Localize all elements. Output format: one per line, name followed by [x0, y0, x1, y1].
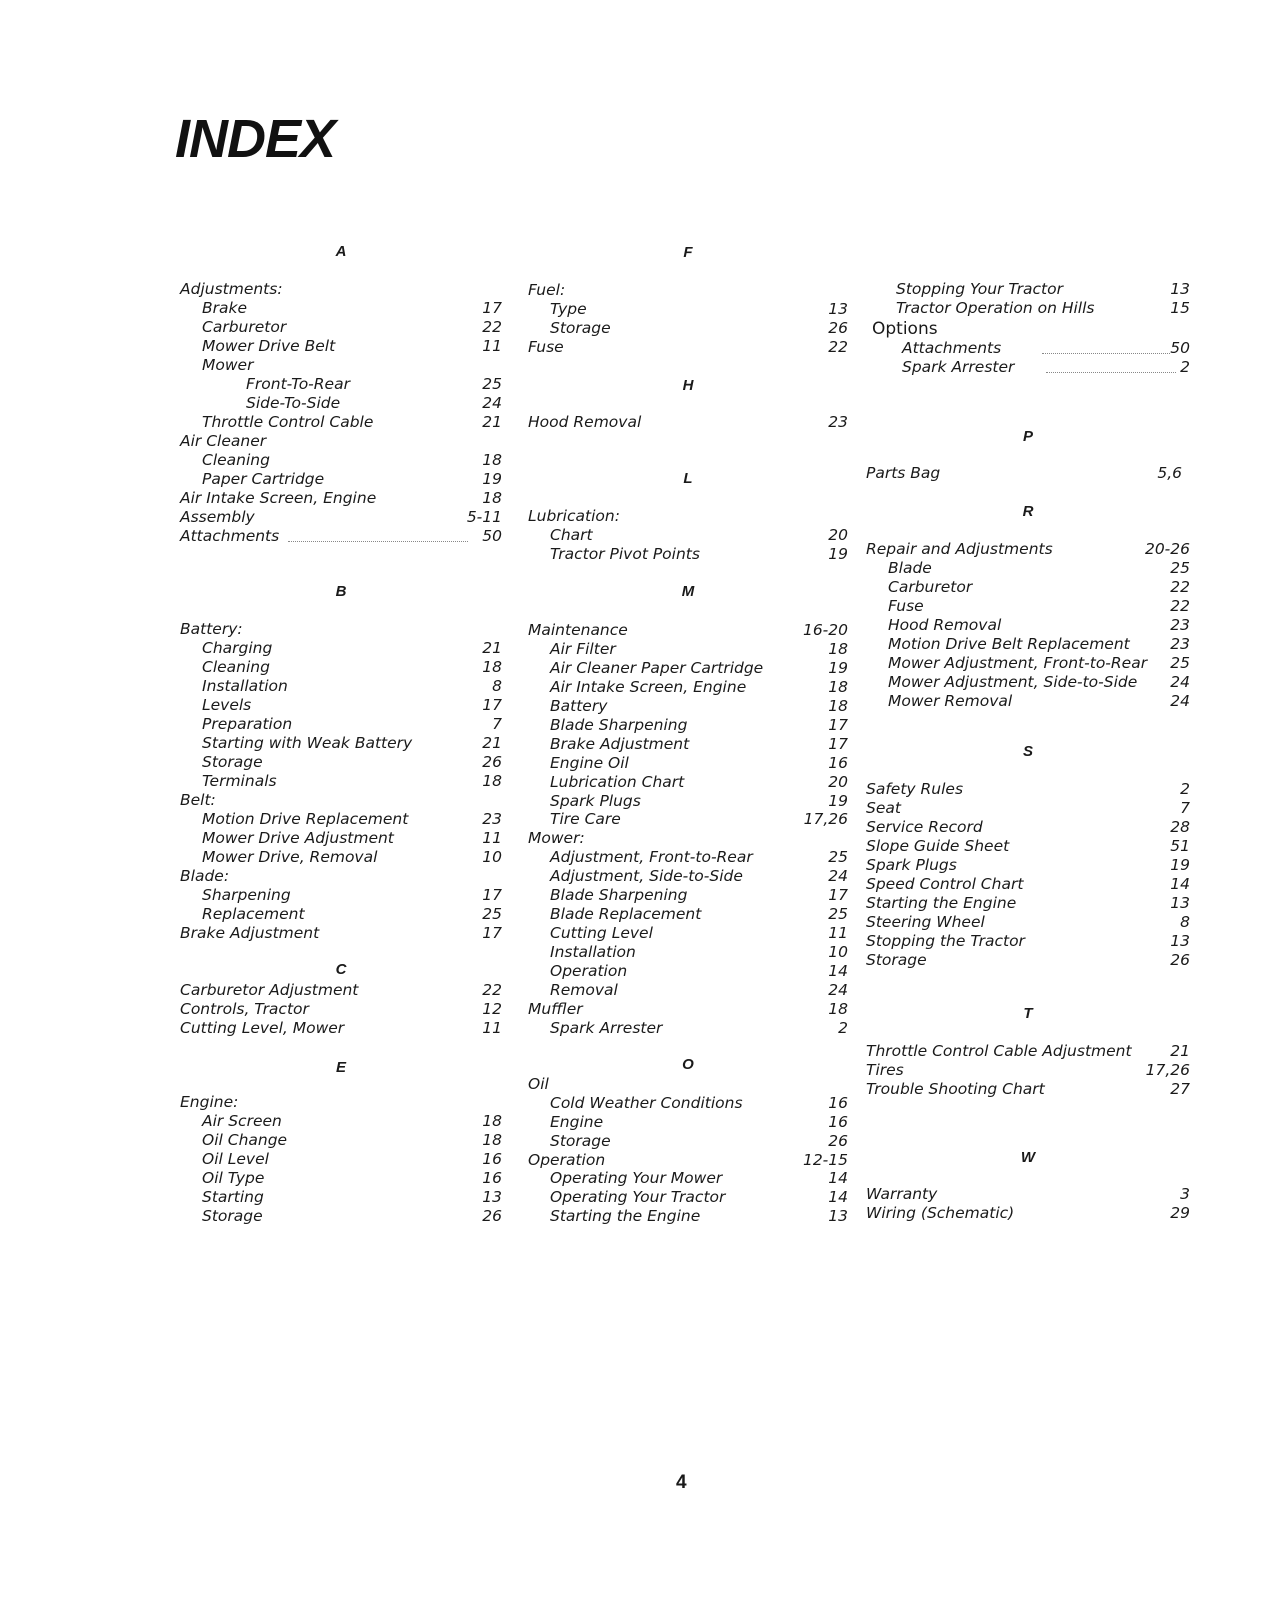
index-entry: Wiring (Schematic) 29: [866, 1204, 1190, 1222]
index-entry: Mower: [202, 356, 254, 374]
index-entry: Starting 13: [202, 1188, 502, 1206]
index-entry: Motion Drive Belt Replacement 23: [888, 635, 1190, 653]
index-column-3: [866, 0, 1190, 1290]
index-entry: Maintenance 16-20: [528, 621, 848, 639]
index-entry: Starting the Engine 13: [550, 1207, 848, 1225]
index-entry: Air Screen 18: [202, 1112, 502, 1130]
index-entry: Adjustments:: [180, 280, 283, 298]
index-entry: Brake Adjustment 17: [550, 735, 848, 753]
index-entry: Carburetor Adjustment 22: [180, 981, 502, 999]
index-entry: Operating Your Mower 14: [550, 1169, 848, 1187]
index-entry: Stopping Your Tractor 13: [896, 280, 1190, 298]
index-entry: Storage 26: [550, 319, 848, 337]
index-entry: Air Intake Screen, Engine 18: [180, 489, 502, 507]
index-column-1: [180, 0, 502, 1290]
index-entry: Fuse 22: [528, 338, 848, 356]
index-entry: Storage 26: [202, 1207, 502, 1225]
section-letter-t: T: [1023, 1005, 1033, 1022]
index-entry: Air Intake Screen, Engine 18: [550, 678, 848, 696]
index-entry: Mower Drive Adjustment 11: [202, 829, 502, 847]
index-entry: Oil Type 16: [202, 1169, 502, 1187]
index-entry: Operating Your Tractor 14: [550, 1188, 848, 1206]
section-letter-o: O: [682, 1056, 694, 1073]
index-entry: Oil: [528, 1075, 549, 1093]
dot-leader: [1042, 352, 1170, 354]
index-entry: Motion Drive Replacement 23: [202, 810, 502, 828]
index-entry: Brake Adjustment 17: [180, 924, 502, 942]
page-number: 4: [676, 1472, 687, 1493]
index-entry: Blade Replacement 25: [550, 905, 848, 923]
section-letter-r: R: [1022, 503, 1034, 520]
index-entry: Preparation 7: [202, 715, 502, 733]
index-entry: Blade Sharpening 17: [550, 886, 848, 904]
index-entry: Air Filter 18: [550, 640, 848, 658]
index-entry: Adjustment, Side-to-Side 24: [550, 867, 848, 885]
index-entry: Mower Removal 24: [888, 692, 1190, 710]
index-entry: Starting the Engine 13: [866, 894, 1190, 912]
index-entry: Steering Wheel 8: [866, 913, 1190, 931]
index-entry: Adjustment, Front-to-Rear 25: [550, 848, 848, 866]
index-entry: Paper Cartridge 19: [202, 470, 502, 488]
index-entry: Mower Drive Belt 11: [202, 337, 502, 355]
index-entry: Attachments 50: [180, 527, 502, 545]
section-letter-h: H: [682, 377, 694, 394]
index-entry: Engine:: [180, 1093, 239, 1111]
index-entry: Hood Removal 23: [888, 616, 1190, 634]
index-entry: Blade:: [180, 867, 230, 885]
index-entry: Replacement 25: [202, 905, 502, 923]
index-entry: Cleaning 18: [202, 451, 502, 469]
index-entry: Cutting Level, Mower 11: [180, 1019, 502, 1037]
index-entry: Muffler 18: [528, 1000, 848, 1018]
index-entry: Chart 20: [550, 526, 848, 544]
index-entry: Throttle Control Cable Adjustment 21: [866, 1042, 1190, 1060]
index-entry: Installation 10: [550, 943, 848, 961]
index-entry: Storage 26: [202, 753, 502, 771]
index-entry: Oil Level 16: [202, 1150, 502, 1168]
index-entry: Type 13: [550, 300, 848, 318]
index-entry: Tractor Pivot Points 19: [550, 545, 848, 563]
section-letter-m: M: [681, 583, 695, 600]
index-entry: Lubrication Chart 20: [550, 773, 848, 791]
dot-leader: [288, 540, 468, 542]
index-entry: Operation 12-15: [528, 1151, 848, 1169]
section-letter-l: L: [683, 470, 693, 487]
index-entry: Cutting Level 11: [550, 924, 848, 942]
section-letter-a: A: [335, 243, 347, 260]
index-entry: Removal 24: [550, 981, 848, 999]
index-entry: Side-To-Side 24: [246, 394, 502, 412]
index-entry: Belt:: [180, 791, 216, 809]
index-entry: Blade 25: [888, 559, 1190, 577]
index-entry: Cold Weather Conditions 16: [550, 1094, 848, 1112]
section-letter-b: B: [335, 583, 347, 600]
index-entry: Engine Oil 16: [550, 754, 848, 772]
index-entry: Fuel:: [528, 281, 566, 299]
index-entry: Starting with Weak Battery 21: [202, 734, 502, 752]
index-entry: Stopping the Tractor 13: [866, 932, 1190, 950]
index-entry: Mower Drive, Removal 10: [202, 848, 502, 866]
index-entry: Levels 17: [202, 696, 502, 714]
index-entry: Hood Removal 23: [528, 413, 848, 431]
index-entry: Fuse 22: [888, 597, 1190, 615]
index-entry: Assembly 5-11: [180, 508, 502, 526]
index-entry: Warranty 3: [866, 1185, 1190, 1203]
index-entry: Battery 18: [550, 697, 848, 715]
index-entry: Safety Rules 2: [866, 780, 1190, 798]
section-letter-w: W: [1020, 1149, 1036, 1166]
section-letter-s: S: [1022, 743, 1033, 760]
index-entry: Operation 14: [550, 962, 848, 980]
index-entry: Controls, Tractor 12: [180, 1000, 502, 1018]
index-entry: Oil Change 18: [202, 1131, 502, 1149]
index-column-2: [528, 0, 848, 1290]
index-entry: Blade Sharpening 17: [550, 716, 848, 734]
section-letter-f: F: [683, 244, 693, 261]
index-entry: Lubrication:: [528, 507, 620, 525]
index-entry: Front-To-Rear 25: [246, 375, 502, 393]
index-entry: Trouble Shooting Chart 27: [866, 1080, 1190, 1098]
index-entry: Carburetor 22: [888, 578, 1190, 596]
index-entry: Air Cleaner: [180, 432, 267, 450]
index-entry: Carburetor 22: [202, 318, 502, 336]
index-entry: Installation 8: [202, 677, 502, 695]
index-entry: Mower Adjustment, Front-to-Rear 25: [888, 654, 1190, 672]
index-entry: Charging 21: [202, 639, 502, 657]
index-entry: Terminals 18: [202, 772, 502, 790]
index-entry: Seat 7: [866, 799, 1190, 817]
index-entry: Mower:: [528, 829, 585, 847]
index-entry: Options: [872, 319, 938, 339]
index-entry: Throttle Control Cable 21: [202, 413, 502, 431]
index-entry: Slope Guide Sheet 51: [866, 837, 1190, 855]
index-entry: Tires 17,26: [866, 1061, 1190, 1079]
index-entry: Mower Adjustment, Side-to-Side 24: [888, 673, 1190, 691]
index-entry: Battery:: [180, 620, 243, 638]
section-letter-p: P: [1022, 428, 1033, 445]
index-entry: Spark Arrester 2: [550, 1019, 848, 1037]
section-letter-e: E: [335, 1059, 346, 1076]
index-entry: Air Cleaner Paper Cartridge 19: [550, 659, 848, 677]
index-entry: Spark Arrester 2: [902, 358, 1190, 376]
index-entry: Tire Care 17,26: [550, 810, 848, 828]
index-entry: Brake 17: [202, 299, 502, 317]
index-entry: Spark Plugs 19: [866, 856, 1190, 874]
index-entry: Speed Control Chart 14: [866, 875, 1190, 893]
index-entry: Repair and Adjustments 20-26: [866, 540, 1190, 558]
index-entry: Sharpening 17: [202, 886, 502, 904]
index-entry: Tractor Operation on Hills 15: [896, 299, 1190, 317]
index-entry: Service Record 28: [866, 818, 1190, 836]
index-entry: Parts Bag 5,6: [866, 464, 1182, 482]
index-entry: Storage 26: [866, 951, 1190, 969]
index-entry: Storage 26: [550, 1132, 848, 1150]
index-entry: Spark Plugs 19: [550, 792, 848, 810]
index-entry: Cleaning 18: [202, 658, 502, 676]
page-title: INDEX: [175, 109, 336, 169]
index-entry: Engine 16: [550, 1113, 848, 1131]
dot-leader: [1046, 371, 1176, 373]
index-entry: Attachments 50: [902, 339, 1190, 357]
section-letter-c: C: [335, 961, 347, 978]
